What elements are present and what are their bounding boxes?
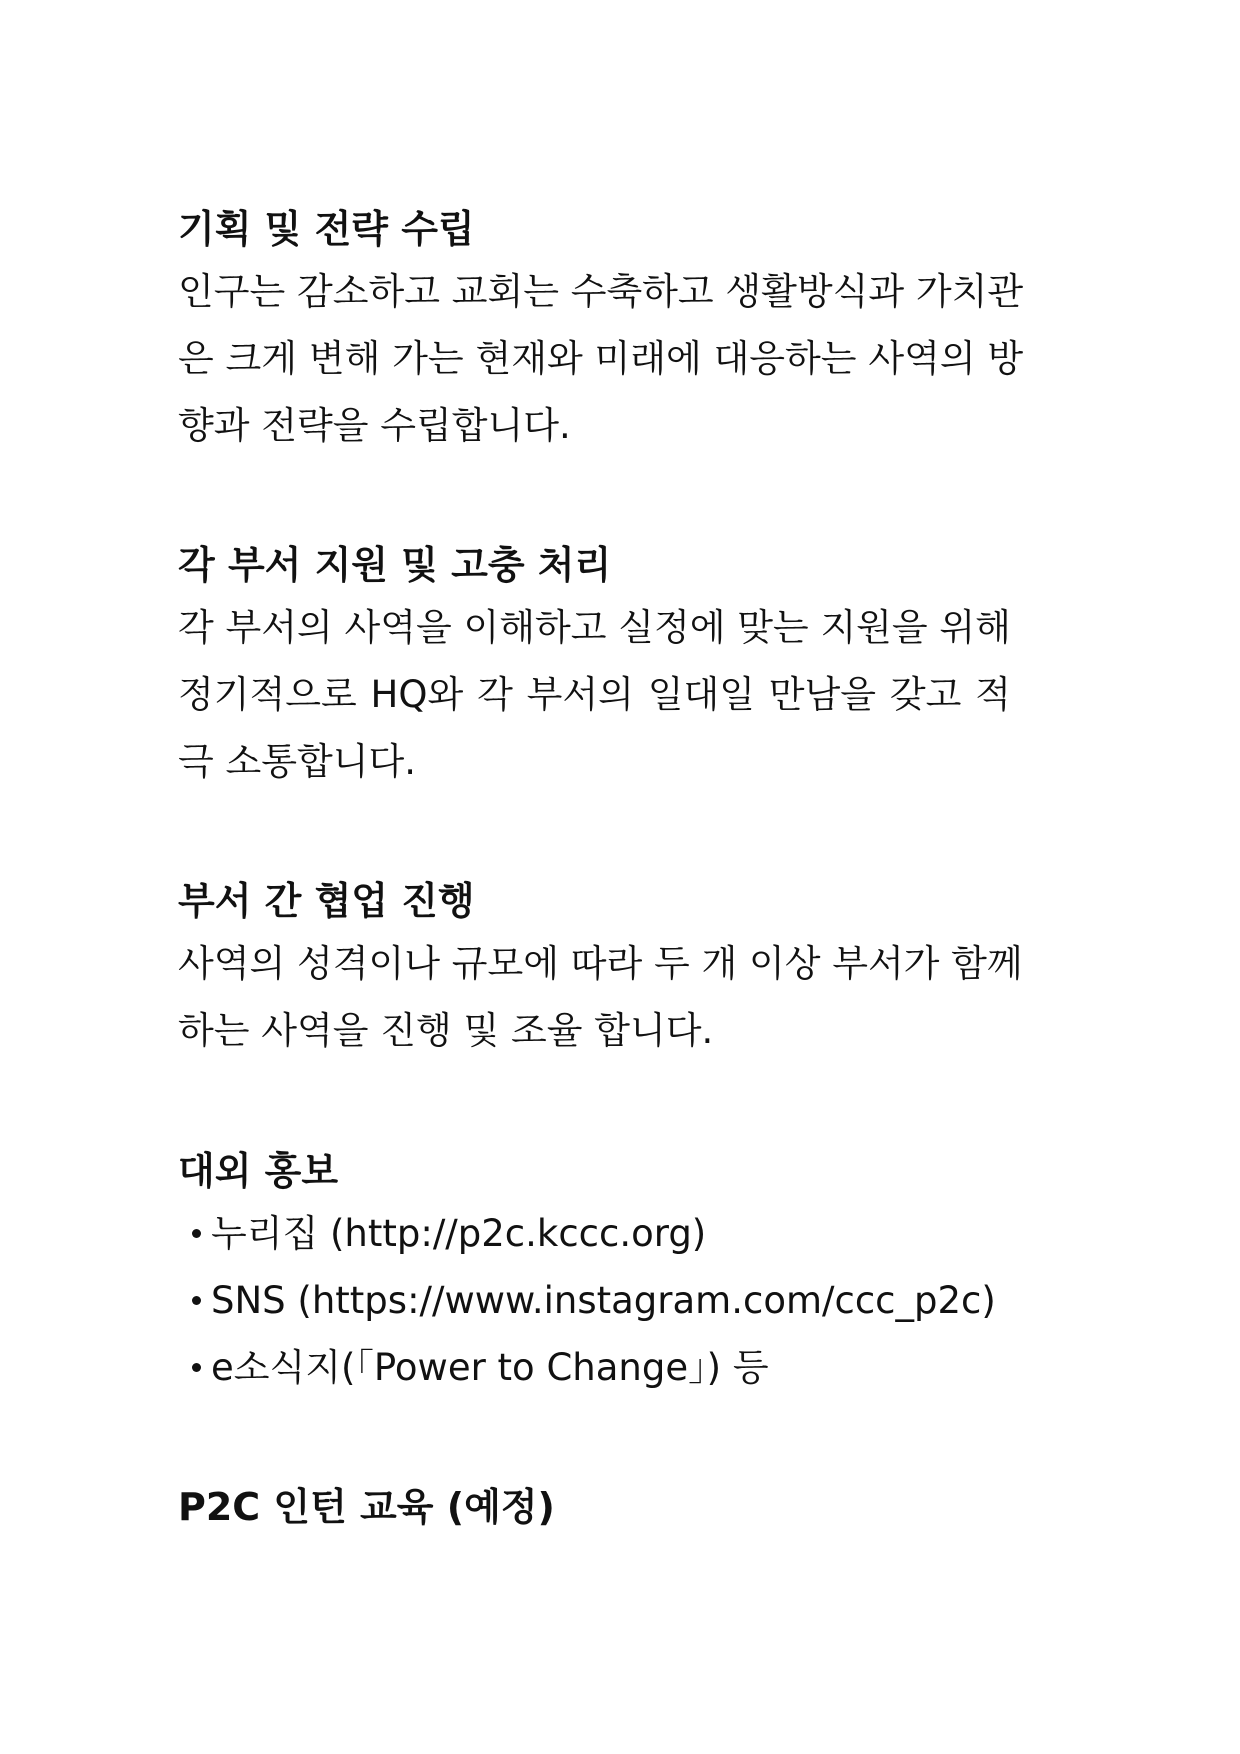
section-collaboration: [178, 872, 1023, 1064]
list-item-text: e소식지(「Power to Change」) 등: [211, 1346, 769, 1389]
bullet-icon: [192, 1363, 201, 1372]
section-intern-training: [178, 1478, 555, 1536]
bullet-icon: [192, 1296, 201, 1305]
section-public-relations: [178, 1142, 996, 1401]
section-body: [178, 594, 1011, 795]
body-line: 하는 사역을 진행 및 조율 합니다.: [178, 1009, 714, 1052]
section-body: [178, 930, 1023, 1064]
section-title: P2C 인턴 교육 (예정): [178, 1485, 555, 1529]
body-line: 사역의 성격이나 규모에 따라 두 개 이상 부서가 함께: [178, 942, 1023, 985]
section-department-support: [178, 536, 1011, 795]
section-planning-strategy: [178, 200, 1023, 459]
list-item: [178, 1267, 996, 1334]
list-item: [178, 1200, 996, 1267]
section-body: [178, 258, 1023, 459]
section-title: 기획 및 전략 수립: [178, 207, 475, 251]
list-item-text: SNS (https://www.instagram.com/ccc_p2c): [211, 1279, 996, 1322]
body-line: 인구는 감소하고 교회는 수축하고 생활방식과 가치관: [178, 270, 1024, 313]
section-title: 각 부서 지원 및 고충 처리: [178, 543, 612, 587]
body-line: 정기적으로 HQ와 각 부서의 일대일 만남을 갖고 적: [178, 673, 1011, 716]
body-line: 극 소통합니다.: [178, 740, 416, 783]
body-line: 각 부서의 사역을 이해하고 실정에 맞는 지원을 위해: [178, 606, 1011, 649]
list-item: [178, 1334, 996, 1401]
section-title: 대외 홍보: [178, 1149, 339, 1193]
body-line: 향과 전략을 수립합니다.: [178, 404, 571, 447]
bullet-list: [178, 1200, 996, 1401]
section-title: 부서 간 협업 진행: [178, 879, 475, 923]
list-item-text: 누리집 (http://p2c.kccc.org): [211, 1212, 707, 1255]
bullet-icon: [192, 1229, 201, 1238]
body-line: 은 크게 변해 가는 현재와 미래에 대응하는 사역의 방: [178, 337, 1024, 380]
